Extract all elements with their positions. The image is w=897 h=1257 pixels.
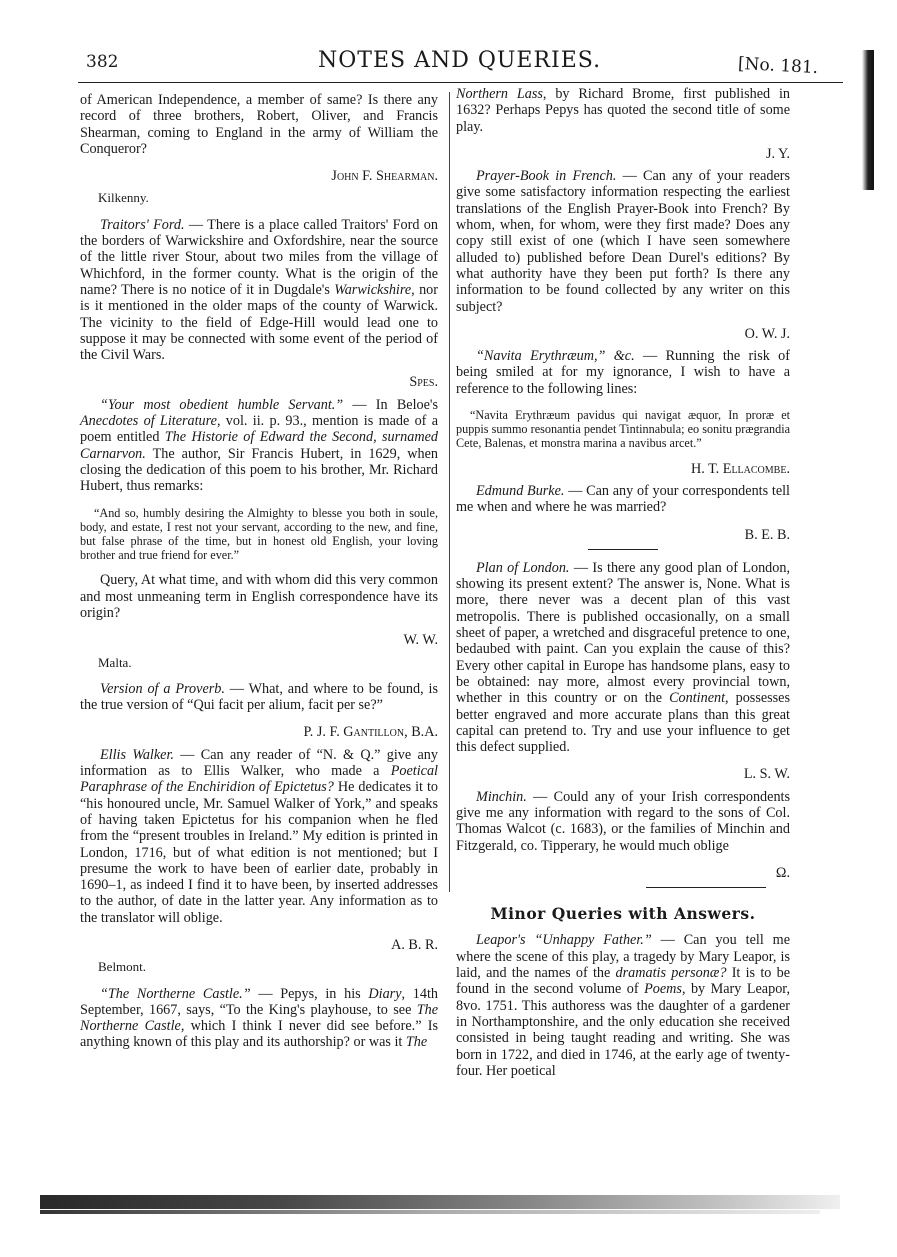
query-body: , by Richard Brome, first published in 1632? Perhaps Pepys has quoted the second title of some play. (456, 86, 790, 135)
italic-text: dramatis personæ? (615, 965, 727, 982)
query-body: — What, and where to be found, is the true version of “Qui facit per alium, facit per se?” (80, 680, 438, 714)
query-body: — Is there any good plan of London, showing its present extent? The answer is, None. What is more, there never was a decent plan of this vast metropolis. There is published occasionally, on a small sheet of paper, a wretched and disgraceful pretence to one, bedaubed with paint. Can you explain the cause of this? Every other capital in Europe has handsome plans, easy to be obtained: nay more, almost every provincial town, whether in this country or on the (456, 559, 790, 707)
query-title: “Navita Erythræum,” &c. (476, 348, 635, 365)
section-heading: Minor Queries with Answers. (490, 904, 756, 924)
italic-text: Warwickshire (334, 281, 412, 298)
italic-text: Anecdotes of Literature (80, 413, 217, 430)
query-body: , which I think I never did see before.” Is anything known of this play and its authorship? or was it (80, 1018, 438, 1051)
query-body: — Can you tell me where the scene of this play, a tragedy by Mary Leapor, is laid, and the names of the (456, 932, 790, 982)
northerne-castle-query (80, 986, 438, 1051)
signature: B. E. B. (744, 526, 790, 543)
burke-query (456, 483, 790, 516)
latin-verse: “Navita Erythræum pavidus qui navigat æquor, In proræ et puppis summo resonantia pendet Tintinnabula; eo sonitu prægrandia Cete, Balenas, et monstra marina a navibus arcet.” (456, 408, 790, 451)
query-body: — Can any reader of “N. & Q.” give any information as to Ellis Walker, who made a (80, 746, 438, 780)
query-body: , by Mary Leapor, 8vo. 1751. This authoress was the daughter of a gardener in Northamptonshire, and the only education she received consisted in being taught reading and writing. She was born in 1722, and died in 1746, at the early age of twenty-four. Her poetical (456, 981, 790, 1079)
signature: O. W. J. (744, 325, 790, 342)
query-body: — Running the risk of being smiled at for my ignorance, I wish to have a reference to the following lines: (456, 348, 790, 397)
place-name: Belmont. (98, 959, 147, 975)
italic-text: Continent (669, 690, 726, 707)
query-body: — Could any of your Irish correspondents give me any information with regard to the sons of Col. Thomas Walcot (c. 1683), or the families of Minchin and Fitzgerald, co. Tipperary, he would much oblige (456, 788, 790, 854)
query-title: Ellis Walker. (100, 746, 174, 763)
london-plan-query (456, 560, 790, 756)
query-title: Edmund Burke. (476, 482, 565, 499)
right-column (456, 86, 790, 1090)
italic-text: The Northerne Castle (80, 1001, 438, 1035)
italic-text: Poetical Paraphrase of the Enchiridion of Epictetus? (80, 763, 438, 796)
signature: W. W. (403, 632, 438, 649)
leapor-query (456, 932, 790, 1079)
page-number: 382 (86, 52, 119, 72)
query-body: , vol. ii. p. 93., mention is made of a poem entitled (80, 413, 438, 446)
query-title: Version of a Proverb. (100, 680, 225, 697)
section-rule (588, 549, 658, 550)
journal-title: NOTES AND QUERIES. (318, 48, 602, 73)
query-body: — In Beloe's (343, 396, 438, 413)
query-text: Query, At what time, and with whom did this very common and most unmeaning term in English correspondence have its origin? (80, 572, 438, 621)
query-body: The author, Sir Francis Hubert, in 1629, when closing the dedication of this poem to his brother, Mr. Richard Hubert, thus remarks: (80, 445, 438, 495)
query-title: Plan of London. (476, 559, 570, 576)
left-column (80, 92, 438, 1062)
signature: John F. Shearman. (331, 168, 438, 185)
signature: L. S. W. (743, 766, 790, 783)
block-quote: “And so, humbly desiring the Almighty to blesse you both in soule, body, and estate, I rest not your servant, according to the new, and fine, but false phrase of the time, but in honest old English, your loving brother and true friend for ever.” (80, 505, 438, 563)
query-title: Prayer-Book in French. (476, 168, 617, 185)
query-body: — Pepys, in his (250, 985, 369, 1002)
header-rule (78, 82, 843, 83)
scan-artifact (40, 1210, 820, 1214)
query-body: , possesses better engraved and more accurate plans than this great capital can pretend to. Try and use your influence to get this defect supplied. (456, 690, 791, 756)
query-body: — There is a place called Traitors' Ford on the borders of Warwickshire and Oxfordshire, near the source of the little river Stour, about two miles from the village of Whichford, in the former county. What is the origin of the name? There is no notice of it in Dugdale's (80, 216, 438, 298)
query-title: Traitors' Ford. (100, 216, 185, 233)
italic-text: Diary (368, 985, 402, 1002)
signature: A. B. R. (391, 936, 438, 953)
italic-text: Poems (644, 981, 682, 998)
query-title: “The Northerne Castle.” (100, 985, 251, 1002)
signature: H. T. Ellacombe. (690, 460, 790, 477)
query-body: , nor is it mentioned in the older maps of the county of Warwick. The vicinity to the field of Edge-Hill would lead one to suppose it may be connected with some event of the period of the Civil Wars. (80, 281, 438, 364)
servant-query (80, 397, 438, 495)
query-body: He dedicates it to “his honoured uncle, Mr. Samuel Walker of York,” and speaks of having taken Epictetus for his companion when he fled from the “present troubles in Ireland.” My edition is printed in London, 1716, but of what edition is not mentioned; but I presume the work to have been of earlier date, probably in 1690–1, as indeed I find it to have been, by inserted addresses to the author, of date in the latter year. Any information as to the translator will oblige. (80, 779, 438, 926)
section-rule (646, 887, 766, 888)
query-body: It is to be found in the second volume of (456, 965, 790, 998)
query-body: , 14th September, 1667, says, “To the King's playhouse, to see (80, 985, 438, 1018)
signature: P. J. F. Gantillon, B.A. (303, 724, 438, 741)
proverb-query (80, 681, 438, 714)
northern-lass-continuation (456, 86, 790, 135)
query-title: “Your most obedient humble Servant.” (100, 396, 344, 413)
query-body: — Can any of your correspondents tell me when and where he was married? (456, 482, 790, 516)
query-body: — Can any of your readers give some satisfactory information respecting the earliest translations of the English Prayer-Book into French? By whom, when, for whom, were they first made? Does any copy still exist of one (which I have seen somewhere alluded to) published before Dean Durel's editions? By what authority have they been put forth? Is there any information to be found collected by any writer on this subject? (456, 168, 790, 315)
italic-text: Northern Lass (456, 86, 543, 102)
issue-number: [No. 181. (737, 53, 819, 79)
traitors-ford-query (80, 217, 438, 364)
navita-query (456, 348, 790, 397)
scan-artifact (40, 1195, 840, 1209)
italic-text: The Historie of Edward the Second, surnamed Carnarvon. (80, 429, 438, 462)
signature: Spes. (409, 374, 438, 391)
query-title: Minchin. (476, 788, 527, 805)
scan-edge-shadow (862, 50, 874, 190)
place-name: Malta. (98, 654, 132, 670)
prayer-book-query (456, 168, 790, 315)
ellis-walker-query (80, 747, 438, 926)
signature: Ω. (775, 864, 790, 881)
shearman-query: of American Independence, a member of same? Is there any record of three brothers, Robert, Oliver, and Francis Shearman, coming to England in the army of William the Conqueror? (80, 92, 438, 157)
minchin-query (456, 789, 790, 854)
place-name: Kilkenny. (98, 190, 149, 206)
page-header (78, 48, 848, 82)
signature: J. Y. (765, 145, 790, 162)
italic-text: The (405, 1034, 428, 1051)
query-title: Leapor's “Unhappy Father.” (476, 932, 652, 949)
column-divider (449, 92, 450, 892)
